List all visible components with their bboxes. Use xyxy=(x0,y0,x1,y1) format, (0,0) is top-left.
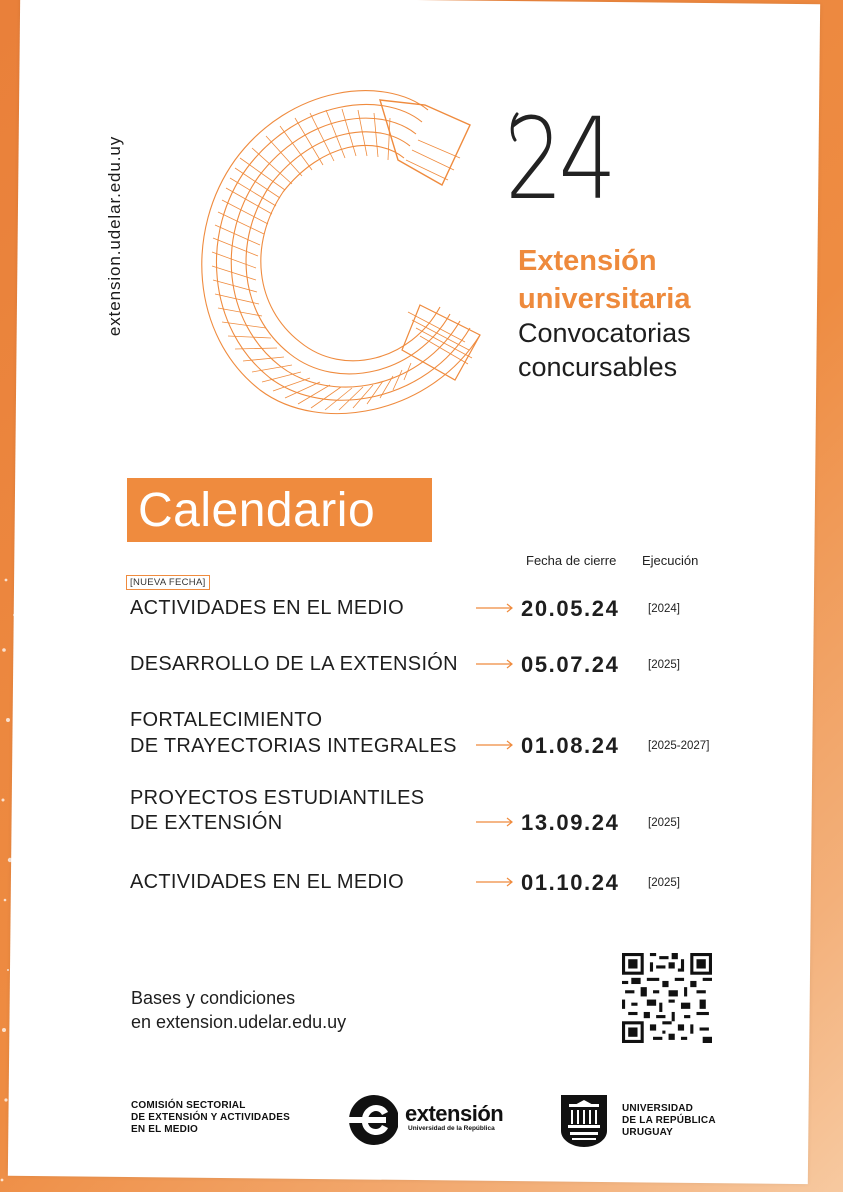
subtitle-convocatorias: Convocatorias xyxy=(518,318,691,348)
bases-text xyxy=(131,986,346,1034)
comision-line1: COMISIÓN SECTORIAL xyxy=(131,1100,246,1111)
c-logo-graphic xyxy=(180,80,500,420)
new-date-tag: [NUEVA FECHA] xyxy=(126,575,210,590)
extension-subtitle: Universidad de la República xyxy=(408,1125,495,1132)
row-3-exec: [2025-2027] xyxy=(648,740,710,752)
arrow-icon xyxy=(476,740,514,750)
row-2-exec: [2025] xyxy=(648,659,680,671)
row-3-label-line1: FORTALECIMIENTO xyxy=(130,709,323,731)
subtitle-concursables: concursables xyxy=(518,352,678,382)
row-1-label: ACTIVIDADES EN EL MEDIO xyxy=(130,597,404,619)
row-3-label-line2: DE TRAYECTORIAS INTEGRALES xyxy=(130,735,457,757)
udelar-line3: URUGUAY xyxy=(622,1127,674,1138)
calendar-heading-box xyxy=(127,478,432,542)
row-4-exec: [2025] xyxy=(648,817,680,829)
row-5-label: ACTIVIDADES EN EL MEDIO xyxy=(130,871,404,893)
comision-line3: EN EL MEDIO xyxy=(131,1124,199,1135)
arrow-icon xyxy=(476,817,514,827)
comision-sectorial xyxy=(131,1100,290,1136)
arrow-icon xyxy=(476,603,514,613)
row-1-date: 20.05.24 xyxy=(521,596,620,621)
udelar-name xyxy=(622,1103,716,1139)
arrow-icon xyxy=(476,659,514,669)
udelar-line2: DE LA REPÚBLICA xyxy=(622,1115,716,1126)
column-header-close: Fecha de cierre xyxy=(526,553,617,568)
row-5-exec: [2025] xyxy=(648,877,680,889)
column-header-exec: Ejecución xyxy=(642,553,699,568)
udelar-seal-icon xyxy=(561,1095,607,1147)
title-universitaria: universitaria xyxy=(518,283,691,315)
row-1-exec: [2024] xyxy=(648,603,680,615)
title-extension: Extensión xyxy=(518,245,657,277)
bases-link[interactable]: en extension.udelar.edu.uy xyxy=(131,1012,347,1032)
extension-logo-icon xyxy=(346,1092,398,1148)
arrow-icon xyxy=(476,877,514,887)
extension-wordmark: extensión xyxy=(405,1101,504,1126)
vertical-url xyxy=(107,106,123,366)
row-2-date: 05.07.24 xyxy=(521,652,620,677)
row-2-label: DESARROLLO DE LA EXTENSIÓN xyxy=(130,653,458,675)
row-3-date: 01.08.24 xyxy=(521,733,620,758)
row-4-label-line1: PROYECTOS ESTUDIANTILES xyxy=(130,787,425,809)
qr-code-icon[interactable] xyxy=(622,953,712,1043)
comision-line2: DE EXTENSIÓN Y ACTIVIDADES xyxy=(131,1112,290,1123)
calendar-heading: Calendario xyxy=(138,484,376,537)
row-5-date: 01.10.24 xyxy=(521,870,620,895)
udelar-line1: UNIVERSIDAD xyxy=(622,1103,694,1114)
row-4-label-line2: DE EXTENSIÓN xyxy=(130,812,283,834)
row-4-date: 13.09.24 xyxy=(521,810,620,835)
year-number: 24 xyxy=(505,95,613,225)
bases-line1: Bases y condiciones xyxy=(131,988,296,1008)
vertical-url-text: extension.udelar.edu.uy xyxy=(105,135,124,337)
